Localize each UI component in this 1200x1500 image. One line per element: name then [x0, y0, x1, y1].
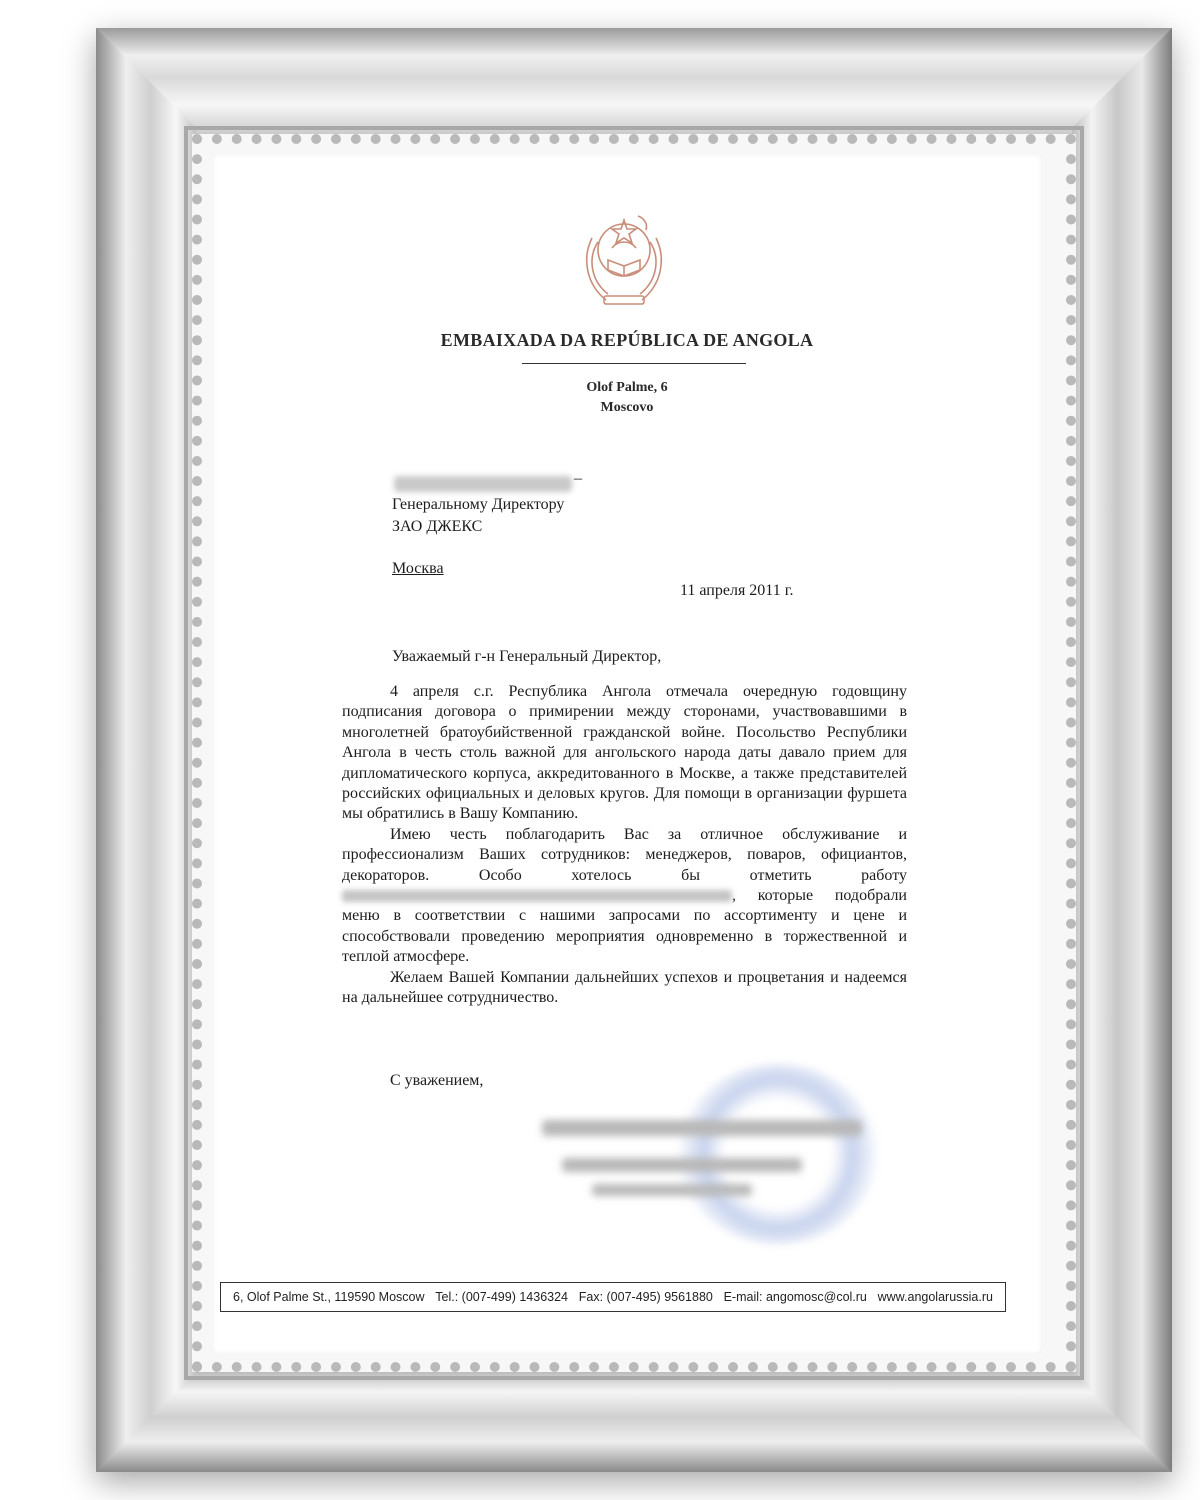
frame-top-edge	[96, 28, 1172, 138]
closing: С уважением,	[390, 1072, 484, 1089]
footer-tel: Tel.: (007-499) 1436324	[435, 1290, 568, 1304]
redacted-names	[342, 890, 732, 902]
embassy-address-street: Olof Palme, 6	[586, 380, 668, 395]
recipient-city: Москва	[392, 560, 444, 577]
redacted-signatory-name	[592, 1184, 752, 1196]
body-paragraph-2-start: Имею честь поблагодарить Вас за отличное обслуживание и профессионализм Ваших сотрудников: менеджеров, поваров, официантов, декораторов. Особо хотелось бы отметить работу	[342, 825, 907, 884]
letter-footer	[220, 1282, 1006, 1312]
recipient-company: ЗАО ДЖЕКС	[392, 518, 483, 535]
body-paragraph-2-end: , которые подобрали меню в соответствии с нашими запросами по ассортименту и цене и способствовали проведению мероприятия одновременно в торжественной и теплой атмосфере.	[342, 887, 907, 966]
footer-address: 6, Olof Palme St., 119590 Moscow	[233, 1290, 425, 1304]
footer-email: E-mail: angomosc@col.ru	[723, 1290, 867, 1304]
official-stamp	[678, 1064, 878, 1244]
embassy-title: EMBAIXADA DA REPÚBLICA DE ANGOLA	[440, 330, 814, 350]
frame-bottom-edge	[96, 1372, 1172, 1472]
frame-right-edge	[1072, 28, 1172, 1472]
title-divider	[522, 363, 746, 364]
body-paragraph-3: Желаем Вашей Компании дальнейших успехов и процветания и надеемся на дальнейшее сотрудничество.	[342, 968, 907, 1007]
redacted-signatory-title	[542, 1120, 862, 1136]
frame-left-edge	[96, 28, 196, 1472]
salutation: Уважаемый г-н Генеральный Директор,	[392, 648, 662, 665]
embassy-address-city: Moscovo	[600, 400, 654, 415]
letter-body	[342, 682, 907, 1009]
angola-coat-of-arms-icon	[568, 202, 680, 314]
letter-paper	[212, 154, 1042, 1354]
redacted-signature	[562, 1158, 802, 1172]
letter-date: 11 апреля 2011 г.	[680, 582, 794, 599]
footer-website: www.angolarussia.ru	[877, 1290, 993, 1304]
body-paragraph-1: 4 апреля с.г. Республика Ангола отмечала очередную годовщину подписания договора о примирении между сторонами, участвовавшими в многолетней братоубийственной гражданской войне. Посольство Республики Ангола в честь столь важной для ангольского народа даты давало прием для дипломатического корпуса, аккредитованного в Москве, а также представителей российских официальных и деловых кругов. Для помощи в организации фуршета мы обратились в Вашу Компанию.	[342, 683, 907, 823]
body-paragraph-2	[342, 825, 907, 968]
footer-fax: Fax: (007-495) 9561880	[578, 1290, 713, 1304]
reference-dash: –	[574, 470, 582, 487]
redacted-reference	[394, 476, 572, 492]
recipient-position: Генеральному Директору	[392, 496, 565, 513]
